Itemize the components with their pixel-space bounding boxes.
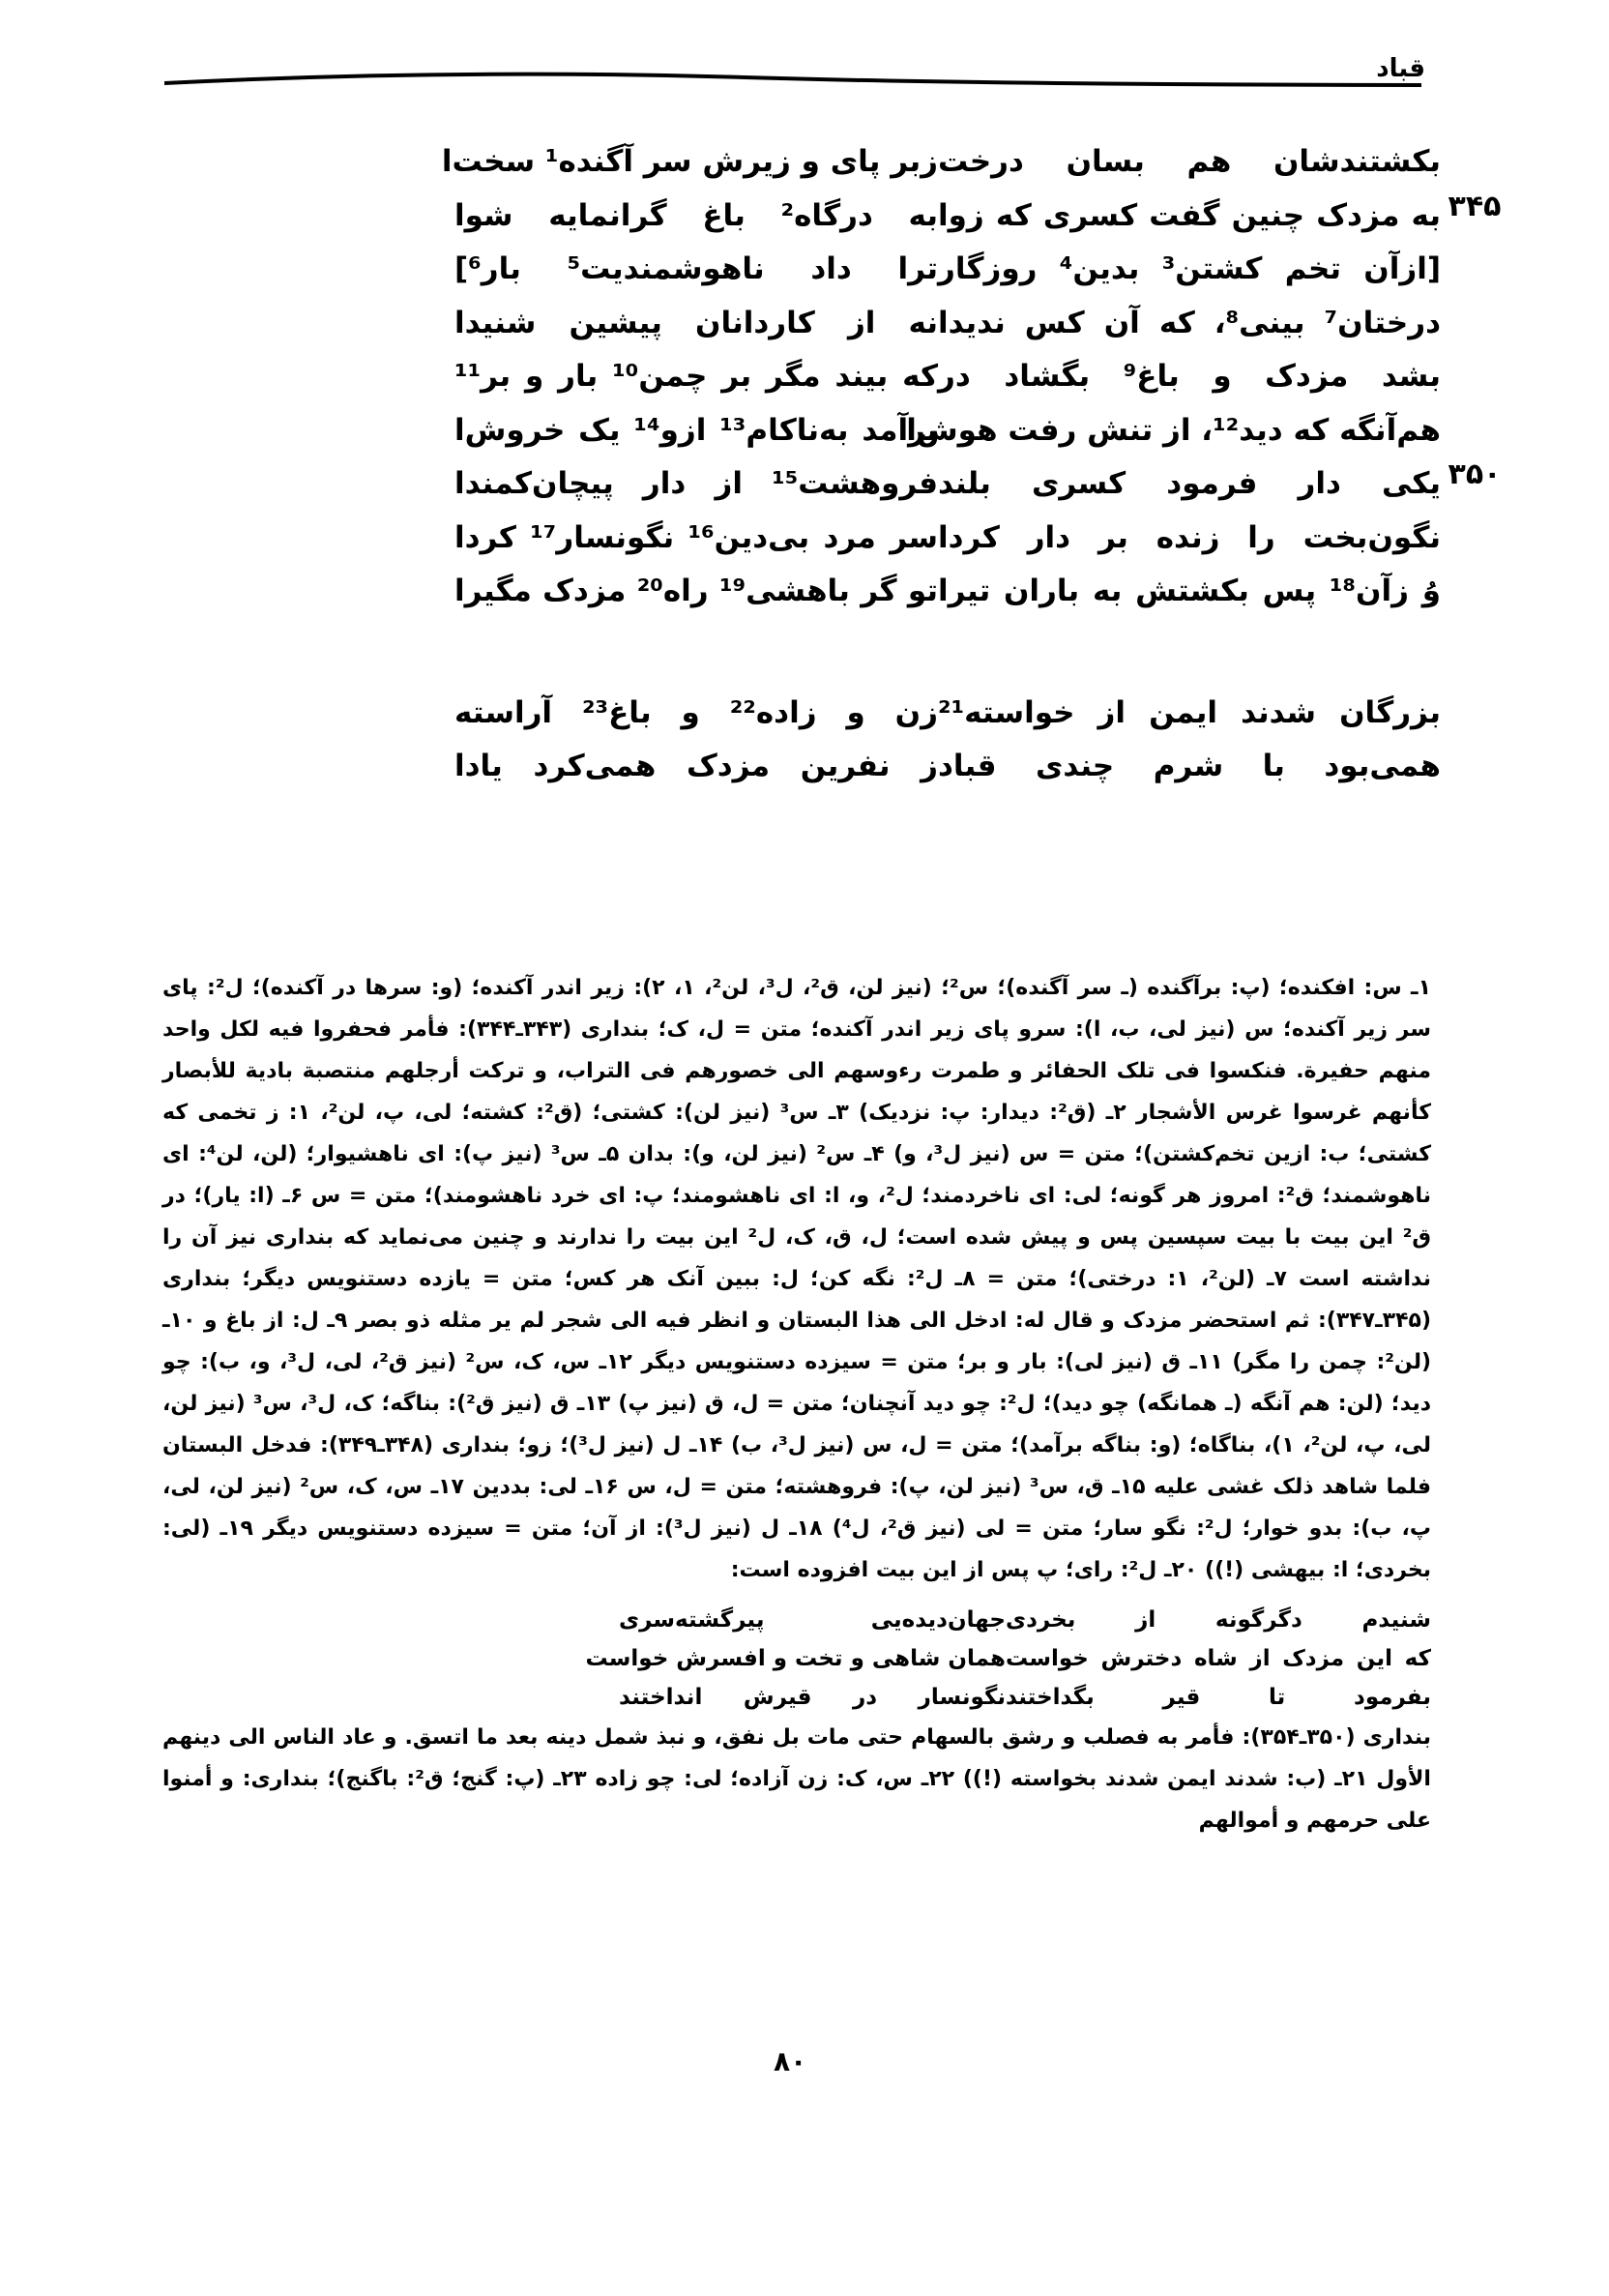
hemistich-first: [ازآن تخم کشتن³ بدین⁴ روزگار: [938, 251, 1441, 286]
header-rule-divider: [164, 72, 1421, 87]
couplet: [261, 135, 1441, 190]
couplet: [261, 189, 1502, 244]
hemistich-first: به مزدک چنین گفت کسری که زوا: [938, 197, 1441, 233]
hemistich-second: نه از کاردانان پیشین شنیدا: [454, 305, 938, 340]
hemistich-first: بشد مزدک و باغ⁹ بگشاد در: [938, 359, 1441, 394]
hemistich-second: برآمد به‌ناکام¹³ ازو¹⁴ یک خروش‌ا: [454, 412, 938, 448]
footnote-hemistich-first: که این مزدک از شاه دخترش خواست: [1006, 1646, 1431, 1671]
page-number: ۸۰: [774, 2046, 807, 2077]
footnotes-paragraph: ۱ـ س: افکنده؛ (پ: برآگنده (ـ سر آگنده)؛ س²؛ (نیز لن، ق²، ل³، لن²، ۱، ۲): زیر اندر آکنده؛ (و: سرها در آکنده)؛ ل²: پای سر زیر آکنده؛ س (نیز لی، ب، ا): سرو پای زیر اندر آکنده؛ متن = ل، ک؛ بنداری (۳۴۳ـ۳۴۴): فأمر فحفروا فیه لکل واحد منهم حفیرة. فنکسوا فی تلک الحفائر و طمرت رءوسهم الی خصورهم فی التراب، و ترکت أرجلهم منتصبة بادیة للأبصار کأنهم غرسوا غرس الأشجار ۲ـ (ق²: دیدار: پ: نزدیک) ۳ـ س³ (نیز لن): کشتی؛ (ق²: کشته؛ لی، پ، لن²، ۱: ز تخمی که کشتی؛ ب: ازین تخم‌کشتن)؛ متن = س (نیز ل³، و) ۴ـ س² (نیز لن، و): بدان ۵ـ س³ (نیز پ): ای ناهشیوار؛ (لن، لن⁴: ای ناهوشمند؛ ق²: امروز هر گونه؛ لی: ای ناخردمند؛ ل²، و، ا: ای ناهشومند؛ پ: ای خرد ناهشومند)؛ متن = س ۶ـ (ا: یار)؛ در ق² این بیت با بیت سپسین پس و پیش شده است؛ ل، ق، ک، ل² این بیت را ندارند و چنین می‌نماید که بنداری نیز آن را نداشته است ۷ـ (لن²، ۱: درختی)؛ متن = ۸ـ ل²: نگه کن؛ ل: ببین آنک هر کس؛ متن = یازده دستنویس دیگر؛ بنداری (۳۴۵ـ۳۴۷): ثم استحضر مزدک و قال له: ادخل الی هذا البستان و انظر فیه الی شجر لم یر مثله ذو بصر ۹ـ ل: از باغ و ۱۰ـ (لن²: چمن را مگر) ۱۱ـ ق (نیز لی): بار و بر؛ متن = سیزده دستنویس دیگر ۱۲ـ س، ک، س² (نیز ق²، لی، ل³، و، ب): چو دید؛ (لن: هم آنگه (ـ همانگه) چو دید)؛ ل²: چو دید آنچنان؛ متن = ل، ق (نیز پ) ۱۳ـ ق (نیز ق²): بناگه؛ ک، ل³، س³ (نیز لن، لی، پ، لن²، ۱)، بناگاه؛ (و: بناگه برآمد)؛ متن = ل، س (نیز ل³، ب) ۱۴ـ ل (نیز ل³)؛ زو؛ بنداری (۳۴۸ـ۳۴۹): فدخل البستان فلما شاهد ذلک غشی علیه ۱۵ـ ق، س³ (نیز لن، پ): فروهشته؛ متن = ل، س ۱۶ـ لی: بددین ۱۷ـ س، ک، س² (نیز لن، لی، پ، ب): بدو خوار؛ ل²: نگو سار؛ متن = لی (نیز ق²، ل⁴) ۱۸ـ ل (نیز ل³): از آن؛ متن = سیزده دستنویس دیگر ۱۹ـ (لی: بخردی؛ ا: بیهشی (!)) ۲۰ـ ل²: رای؛ پ پس از این بیت افزوده است:: [162, 976, 1432, 1582]
verse-number: ۳۵۰: [1448, 457, 1502, 491]
hemistich-second: ترا داد ناهوشمندیت⁵ بار⁶]: [454, 251, 938, 286]
hemistich-second: ز نفرین مزدک همی‌کرد یادا: [454, 749, 938, 783]
footnote-hemistich-first: شنیدم دگرگونه از بخردی: [1006, 1607, 1431, 1633]
hemistich-second: که بیند مگر بر چمن¹⁰ بار و بر¹¹: [454, 359, 939, 394]
footnote-couplet: [162, 1601, 1431, 1639]
verse-number: ۳۴۵: [1448, 189, 1502, 223]
footnote-hemistich-second: همان شاهی و تخت و افسرش خواست: [585, 1646, 1006, 1671]
couplet: [261, 297, 1441, 351]
couplet: [261, 350, 1441, 404]
hemistich-second: فروهشت¹⁵ از دار پیچان‌کمند‌ا: [454, 466, 938, 501]
couplet: [261, 565, 1441, 619]
hemistich-first: بکشتندشان هم بسان درخت: [938, 144, 1441, 179]
couplet: [261, 404, 1441, 458]
hemistich-second: زن و زاده²² و باغ²³ آراسته: [454, 694, 938, 730]
footnote-hemistich-second: جهان‌دیده‌یی پیرگشته‌سری: [619, 1607, 1006, 1633]
footnote-hemistich-first: بفرمود تا قیر بگداختند: [1006, 1685, 1431, 1710]
footnotes-paragraph: بنداری (۳۵۰ـ۳۵۴): فأمر به فصلب و رشق بالسهام حتی مات بل نفق، و نبذ شمل دینه بعد ما اتسق. و عاد الناس الی دینهم الأول ۲۱ـ (ب: شدند ایمن شدند بخواسته (!)) ۲۲ـ س، ک: زن آزاده؛ لی: چو زاده ۲۳ـ (پ: گنج؛ ق²: باگنج)؛ بنداری: و أمنوا علی حرمهم و أموالهم: [162, 1725, 1431, 1833]
footnotes-apparatus: [162, 967, 1431, 1841]
hemistich-second: زبر پای و زیرش سر آگنده¹ سخت‌ا: [441, 144, 938, 179]
couplet: [261, 512, 1441, 566]
footnote-inserted-verses: [162, 1601, 1431, 1717]
hemistich-first: همی‌بود با شرم چندی قباد: [938, 749, 1441, 783]
hemistich-first: درختان⁷ بینی⁸، که آن کس ندیدا: [938, 305, 1441, 340]
running-header-title: قباد: [1376, 54, 1425, 83]
couplet: [261, 243, 1441, 297]
couplet: [261, 687, 1441, 741]
hemistich-second: به درگاه² باغ گرانمایه شوا: [454, 197, 938, 233]
hemistich-first: هم‌آنگه که دید¹²، از تنش رفت هوش‌ا: [906, 412, 1441, 448]
couplet: [261, 740, 1441, 794]
poem-verses: [261, 135, 1502, 794]
hemistich-first: وُ زآن¹⁸ پس بکشتش به باران تیرا: [938, 574, 1442, 608]
footnote-couplet: [162, 1639, 1431, 1678]
hemistich-second: تو گر باهشی¹⁹ راه²⁰ مزدک مگیرا: [454, 574, 938, 608]
footnote-hemistich-second: نگونسار در قیرش انداختند: [619, 1685, 1006, 1710]
hemistich-first: یکی دار فرمود کسری بلند: [938, 466, 1441, 501]
section-gap: [261, 619, 1441, 687]
hemistich-second: سر مرد بی‌دین¹⁶ نگونسار¹⁷ کردا: [454, 519, 938, 555]
couplet: [261, 457, 1502, 512]
footnote-couplet: [162, 1678, 1431, 1717]
hemistich-first: نگون‌بخت را زنده بر دار کردا: [938, 519, 1441, 555]
hemistich-first: بزرگان شدند ایمن از خواسته²¹: [938, 694, 1441, 730]
